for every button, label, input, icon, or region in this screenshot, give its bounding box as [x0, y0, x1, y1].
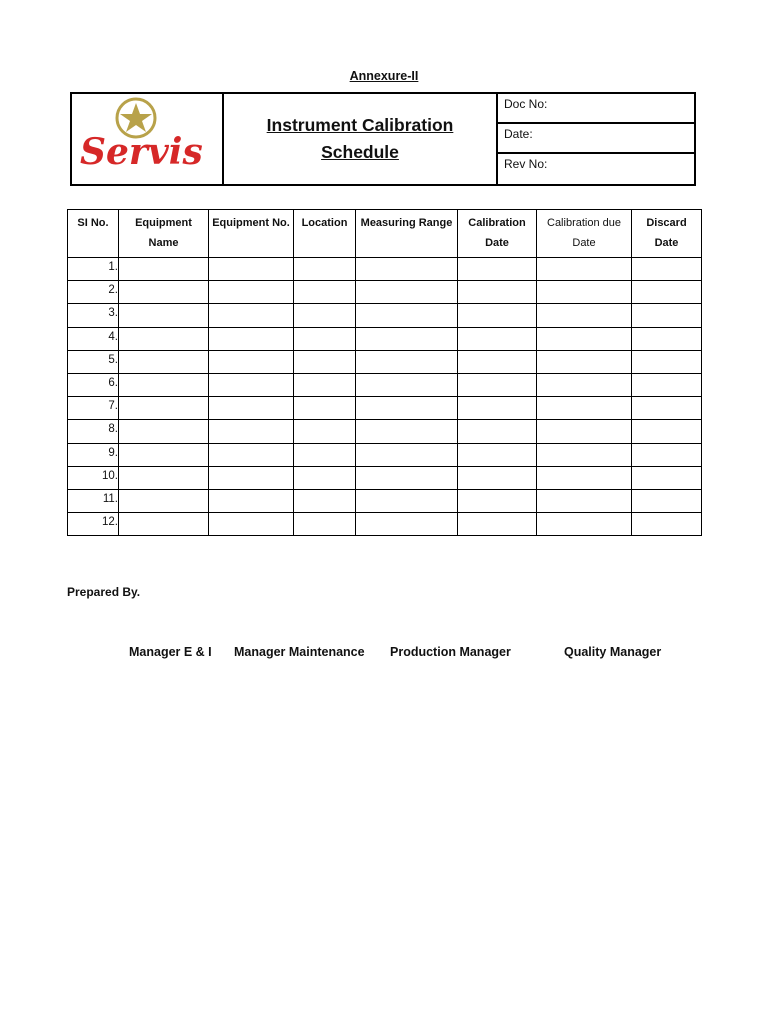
- table-cell[interactable]: [537, 466, 632, 489]
- table-cell[interactable]: [458, 513, 537, 536]
- table-cell[interactable]: [458, 350, 537, 373]
- date-field[interactable]: Date:: [498, 124, 694, 154]
- table-row: [68, 489, 702, 512]
- table-cell[interactable]: [537, 420, 632, 443]
- table-cell[interactable]: [119, 489, 209, 512]
- table-cell[interactable]: [537, 443, 632, 466]
- table-cell[interactable]: [209, 489, 294, 512]
- row-number: 12.: [68, 513, 119, 536]
- row-number: 9.: [68, 443, 119, 466]
- table-cell[interactable]: [356, 489, 458, 512]
- table-cell[interactable]: [356, 397, 458, 420]
- logo-cell: [72, 94, 224, 184]
- document-title-line2: Schedule: [321, 142, 399, 162]
- table-cell[interactable]: [537, 513, 632, 536]
- table-cell[interactable]: [458, 327, 537, 350]
- table-row: [68, 420, 702, 443]
- table-row: [68, 397, 702, 420]
- table-cell[interactable]: [632, 466, 702, 489]
- table-cell[interactable]: [537, 281, 632, 304]
- table-cell[interactable]: [632, 327, 702, 350]
- table-cell[interactable]: [356, 258, 458, 281]
- annexure-label: Annexure-II: [349, 69, 419, 83]
- table-cell[interactable]: [356, 420, 458, 443]
- table-cell[interactable]: [537, 327, 632, 350]
- table-cell[interactable]: [294, 373, 356, 396]
- table-cell[interactable]: [209, 327, 294, 350]
- table-cell[interactable]: [119, 466, 209, 489]
- table-cell[interactable]: [632, 489, 702, 512]
- row-number: 10.: [68, 466, 119, 489]
- table-cell[interactable]: [632, 420, 702, 443]
- table-cell[interactable]: [209, 513, 294, 536]
- table-cell[interactable]: [209, 420, 294, 443]
- table-cell[interactable]: [209, 258, 294, 281]
- table-cell[interactable]: [537, 258, 632, 281]
- document-title-line1: Instrument Calibration: [266, 115, 454, 135]
- signatory-production-manager: Production Manager: [390, 645, 511, 659]
- table-cell[interactable]: [458, 281, 537, 304]
- doc-meta: [498, 94, 694, 184]
- signatory-manager-maintenance: Manager Maintenance: [234, 645, 365, 659]
- table-cell[interactable]: [458, 466, 537, 489]
- row-number: 6.: [68, 373, 119, 396]
- table-cell[interactable]: [119, 304, 209, 327]
- prepared-by-label: Prepared By.: [67, 585, 141, 599]
- row-number: 4.: [68, 327, 119, 350]
- table-header-row: [68, 210, 702, 258]
- header-equipment-no: Equipment No.: [209, 210, 294, 258]
- table-row: [68, 350, 702, 373]
- table-cell[interactable]: [294, 513, 356, 536]
- row-number: 11.: [68, 489, 119, 512]
- header-equipment-name: Equipment Name: [119, 210, 209, 258]
- table-row: [68, 327, 702, 350]
- table-cell[interactable]: [458, 304, 537, 327]
- table-cell[interactable]: [119, 327, 209, 350]
- servis-logo: [76, 96, 220, 180]
- calibration-schedule-table: [67, 209, 702, 536]
- table-row: [68, 373, 702, 396]
- table-cell[interactable]: [632, 258, 702, 281]
- table-cell[interactable]: [632, 281, 702, 304]
- row-number: 7.: [68, 397, 119, 420]
- table-cell[interactable]: [294, 258, 356, 281]
- table-cell[interactable]: [119, 281, 209, 304]
- table-cell[interactable]: [294, 281, 356, 304]
- rev-no-field[interactable]: Rev No:: [504, 157, 548, 171]
- table-cell[interactable]: [119, 397, 209, 420]
- table-cell[interactable]: [458, 489, 537, 512]
- table-cell[interactable]: [356, 466, 458, 489]
- table-cell[interactable]: [209, 466, 294, 489]
- header-location: Location: [294, 210, 356, 258]
- table-cell[interactable]: [458, 258, 537, 281]
- table-row: [68, 281, 702, 304]
- table-cell[interactable]: [537, 304, 632, 327]
- table-cell[interactable]: [119, 373, 209, 396]
- table-cell[interactable]: [356, 513, 458, 536]
- logo-wordmark: Servis: [80, 131, 203, 173]
- row-number: 3.: [68, 304, 119, 327]
- table-cell[interactable]: [458, 443, 537, 466]
- header-si-no: SI No.: [68, 210, 119, 258]
- table-cell[interactable]: [537, 373, 632, 396]
- signatory-manager-ei: Manager E & I: [129, 645, 212, 659]
- table-cell[interactable]: [458, 420, 537, 443]
- table-cell[interactable]: [294, 327, 356, 350]
- table-row: [68, 258, 702, 281]
- table-cell[interactable]: [537, 397, 632, 420]
- table-cell[interactable]: [119, 258, 209, 281]
- header-calibration-date: Calibration Date: [458, 210, 537, 258]
- table-cell[interactable]: [119, 443, 209, 466]
- table-cell[interactable]: [294, 443, 356, 466]
- table-cell[interactable]: [209, 350, 294, 373]
- table-cell[interactable]: [632, 513, 702, 536]
- header-measuring-range: Measuring Range: [356, 210, 458, 258]
- row-number: 8.: [68, 420, 119, 443]
- table-cell[interactable]: [632, 304, 702, 327]
- table-cell[interactable]: [209, 373, 294, 396]
- star-icon: [120, 103, 152, 132]
- table-cell[interactable]: [294, 350, 356, 373]
- row-number: 1.: [68, 258, 119, 281]
- table-cell[interactable]: [632, 350, 702, 373]
- table-cell[interactable]: [294, 397, 356, 420]
- table-row: [68, 513, 702, 536]
- signatory-quality-manager: Quality Manager: [564, 645, 662, 659]
- table-cell[interactable]: [356, 327, 458, 350]
- table-body: [68, 258, 702, 536]
- table-cell[interactable]: [119, 513, 209, 536]
- table-cell[interactable]: [356, 281, 458, 304]
- table-cell[interactable]: [356, 443, 458, 466]
- table-cell[interactable]: [209, 397, 294, 420]
- row-number: 5.: [68, 350, 119, 373]
- header-discard-date: Discard Date: [632, 210, 702, 258]
- doc-no-field[interactable]: Doc No:: [498, 94, 694, 124]
- table-cell[interactable]: [294, 304, 356, 327]
- table-row: [68, 443, 702, 466]
- table-cell[interactable]: [632, 373, 702, 396]
- table-cell[interactable]: [119, 350, 209, 373]
- table-cell[interactable]: [294, 489, 356, 512]
- title-cell: [224, 94, 498, 184]
- document-header: [70, 92, 696, 186]
- table-cell[interactable]: [209, 304, 294, 327]
- table-cell[interactable]: [537, 489, 632, 512]
- table-cell[interactable]: [209, 443, 294, 466]
- table-cell[interactable]: [209, 281, 294, 304]
- table-cell[interactable]: [294, 420, 356, 443]
- table-cell[interactable]: [537, 350, 632, 373]
- table-row: [68, 466, 702, 489]
- header-calibration-due-date: Calibration due Date: [537, 210, 632, 258]
- table-cell[interactable]: [356, 373, 458, 396]
- table-cell[interactable]: [294, 466, 356, 489]
- row-number: 2.: [68, 281, 119, 304]
- table-cell[interactable]: [356, 304, 458, 327]
- table-cell[interactable]: [458, 397, 537, 420]
- table-cell[interactable]: [632, 443, 702, 466]
- table-cell[interactable]: [119, 420, 209, 443]
- table-cell[interactable]: [356, 350, 458, 373]
- table-row: [68, 304, 702, 327]
- table-cell[interactable]: [458, 373, 537, 396]
- table-cell[interactable]: [632, 397, 702, 420]
